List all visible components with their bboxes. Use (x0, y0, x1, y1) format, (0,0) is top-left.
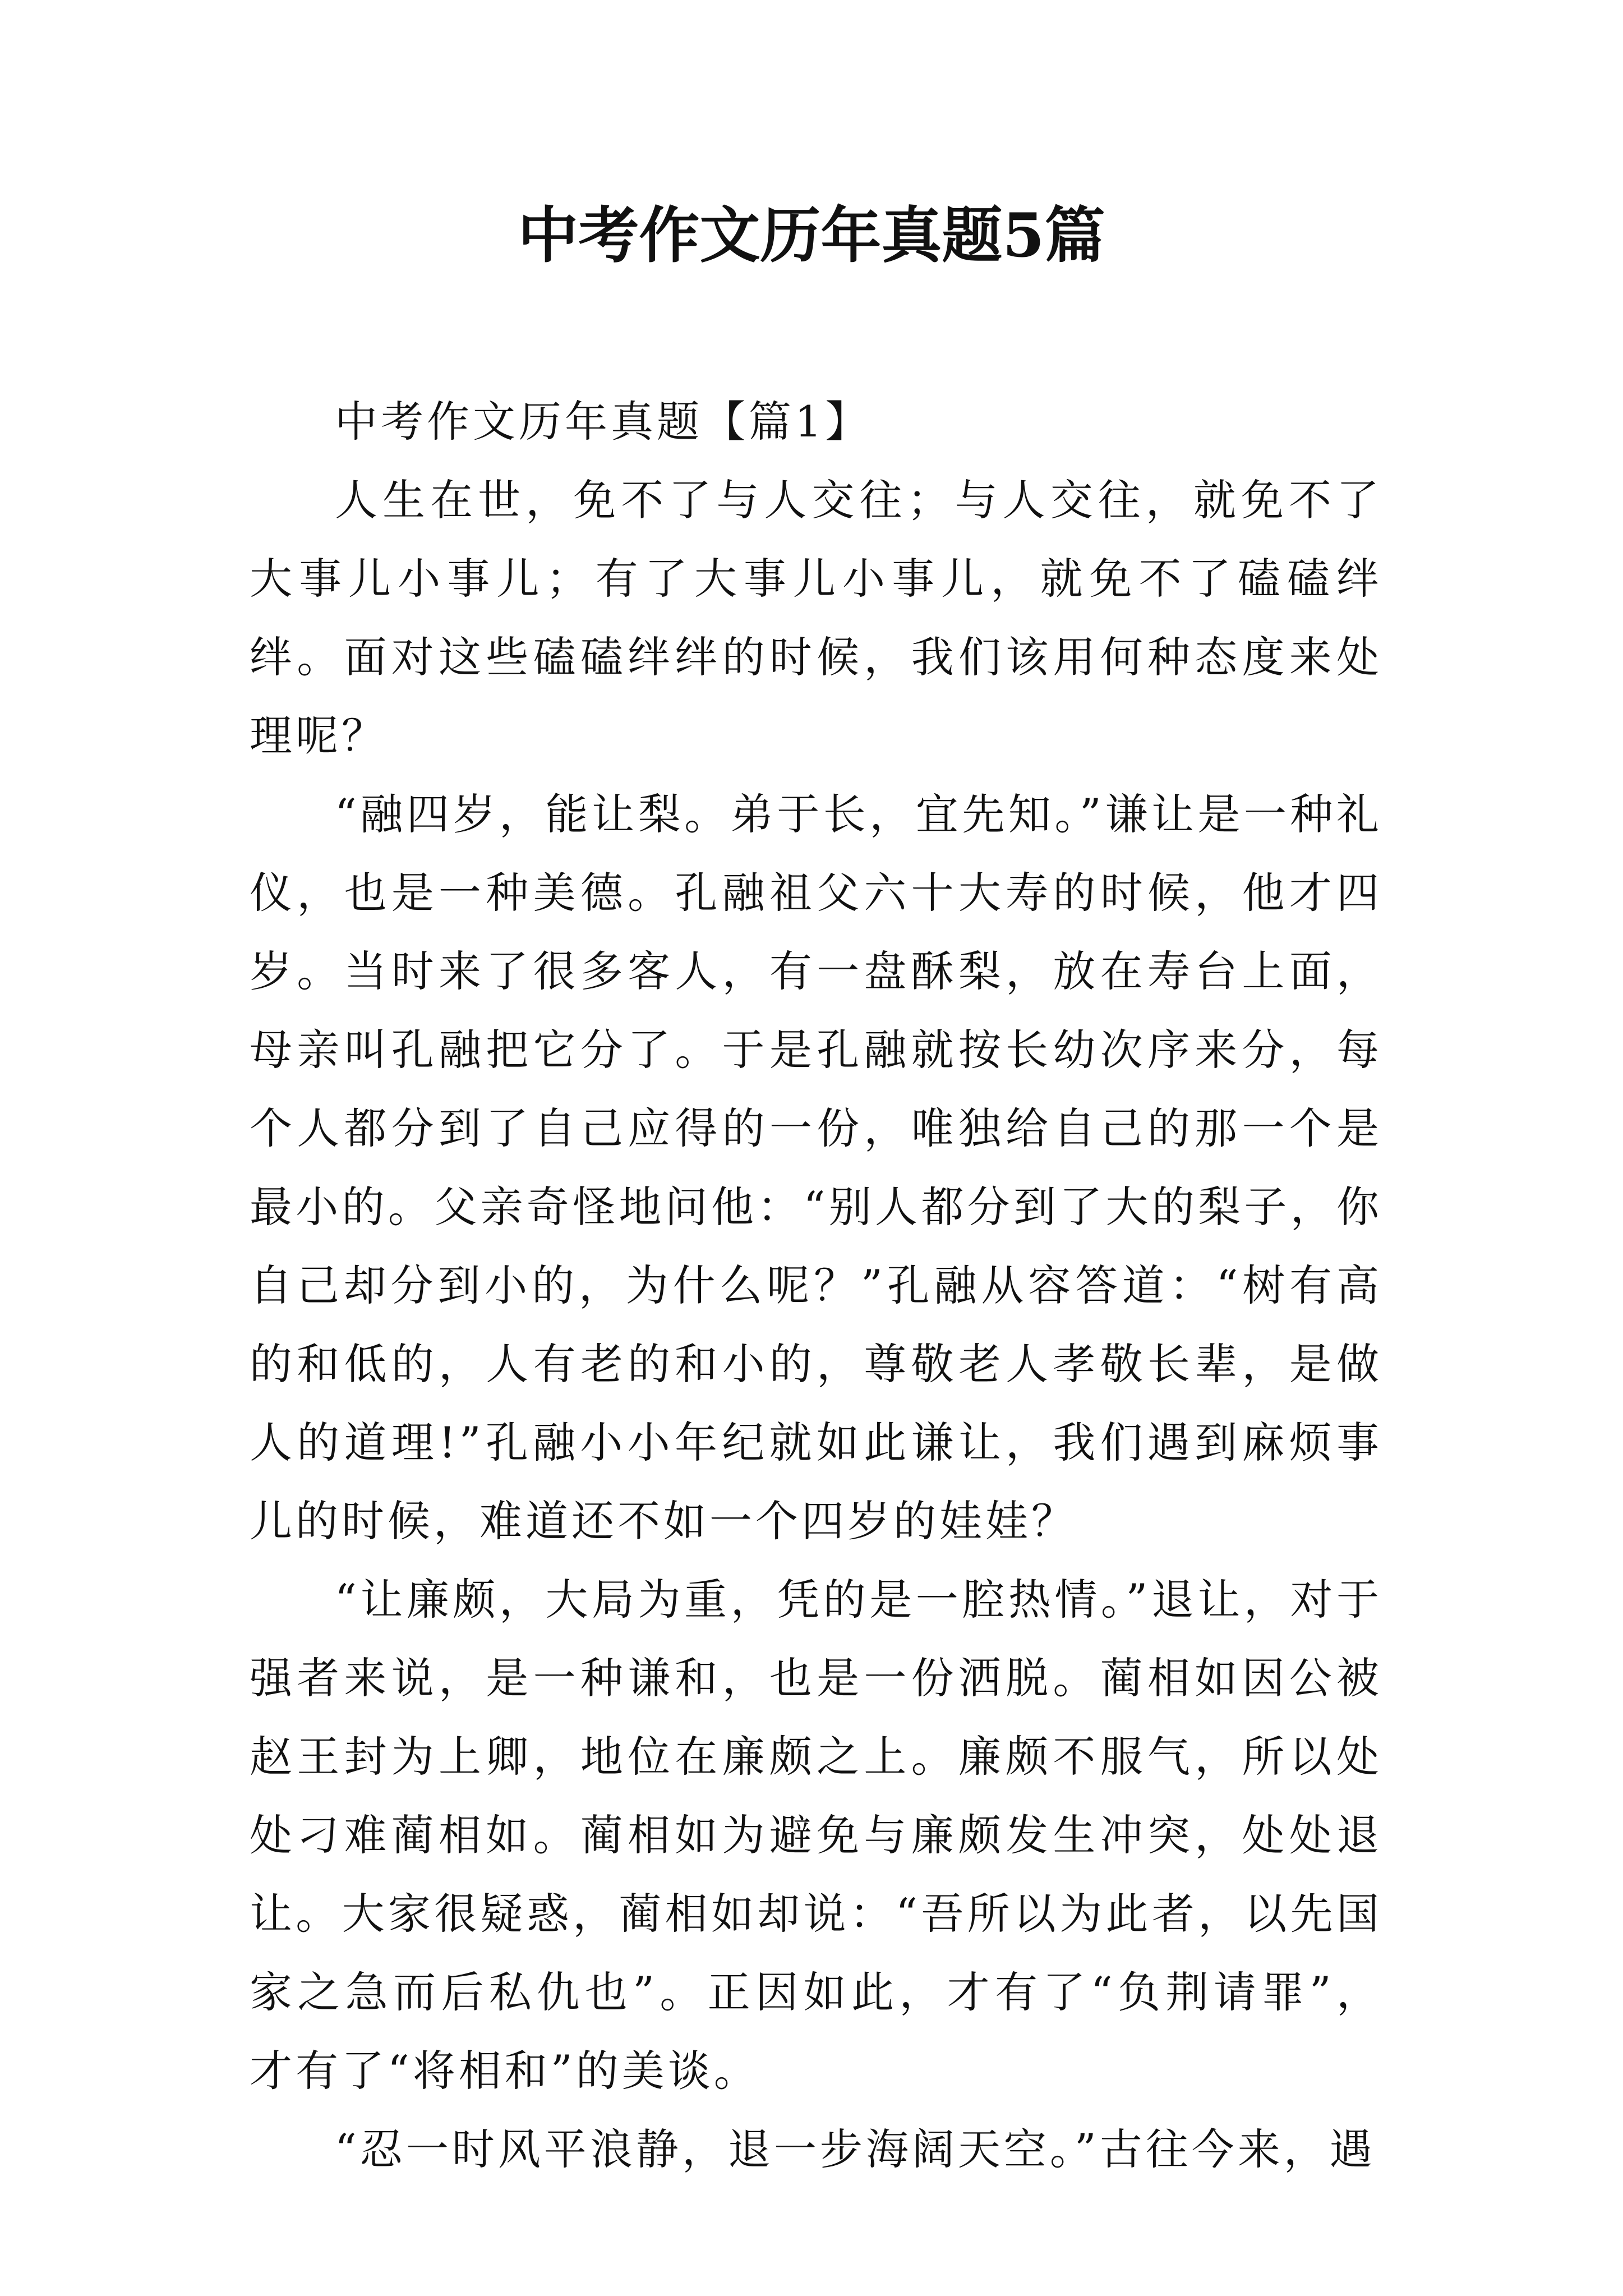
section-heading: 中考作文历年真题【篇1】 (335, 397, 872, 447)
document-body (250, 383, 1382, 2189)
body-paragraph: “融四岁，能让梨。弟于长，宜先知。”谦让是一种礼仪，也是一种美德。孔融祖父六十大寿的时候，他才四岁。当时来了很多客人，有一盘酥梨，放在寿台上面，母亲叫孔融把它分了。于是孔融就按长幼次序来分，每个人都分到了自己应得的一份，唯独给自己的那一个是最小的。父亲奇怪地问他：“别人都分到了大的梨子，你自己却分到小的，为什么呢？”孔融从容答道：“树有高的和低的，人有老的和小的，尊敬老人孝敬长辈，是做人的道理!”孔融小小年纪就如此谦让，我们遇到麻烦事儿的时候，难道还不如一个四岁的娃娃？ (250, 789, 1382, 1546)
body-paragraph: 人生在世，免不了与人交往；与人交往，就免不了大事儿小事儿；有了大事儿小事儿，就免不了磕磕绊绊。面对这些磕磕绊绊的时候，我们该用何种态度来处理呢？ (250, 475, 1382, 761)
body-paragraph: “让廉颇，大局为重，凭的是一腔热情。”退让，对于强者来说，是一种谦和，也是一份洒脱。蔺相如因公被赵王封为上卿，地位在廉颇之上。廉颇不服气，所以处处刁难蔺相如。蔺相如为避免与廉颇发生冲突，处处退让。大家很疑惑，蔺相如却说：“吾所以为此者，以先国家之急而后私仇也”。正因如此，才有了“负荆请罪”，才有了“将相和”的美谈。 (250, 1575, 1382, 2096)
body-paragraph: “忍一时风平浪静，退一步海阔天空。”古往今来，遇 (335, 2124, 1376, 2174)
document-title: 中考作文历年真题5篇 (518, 200, 1105, 271)
